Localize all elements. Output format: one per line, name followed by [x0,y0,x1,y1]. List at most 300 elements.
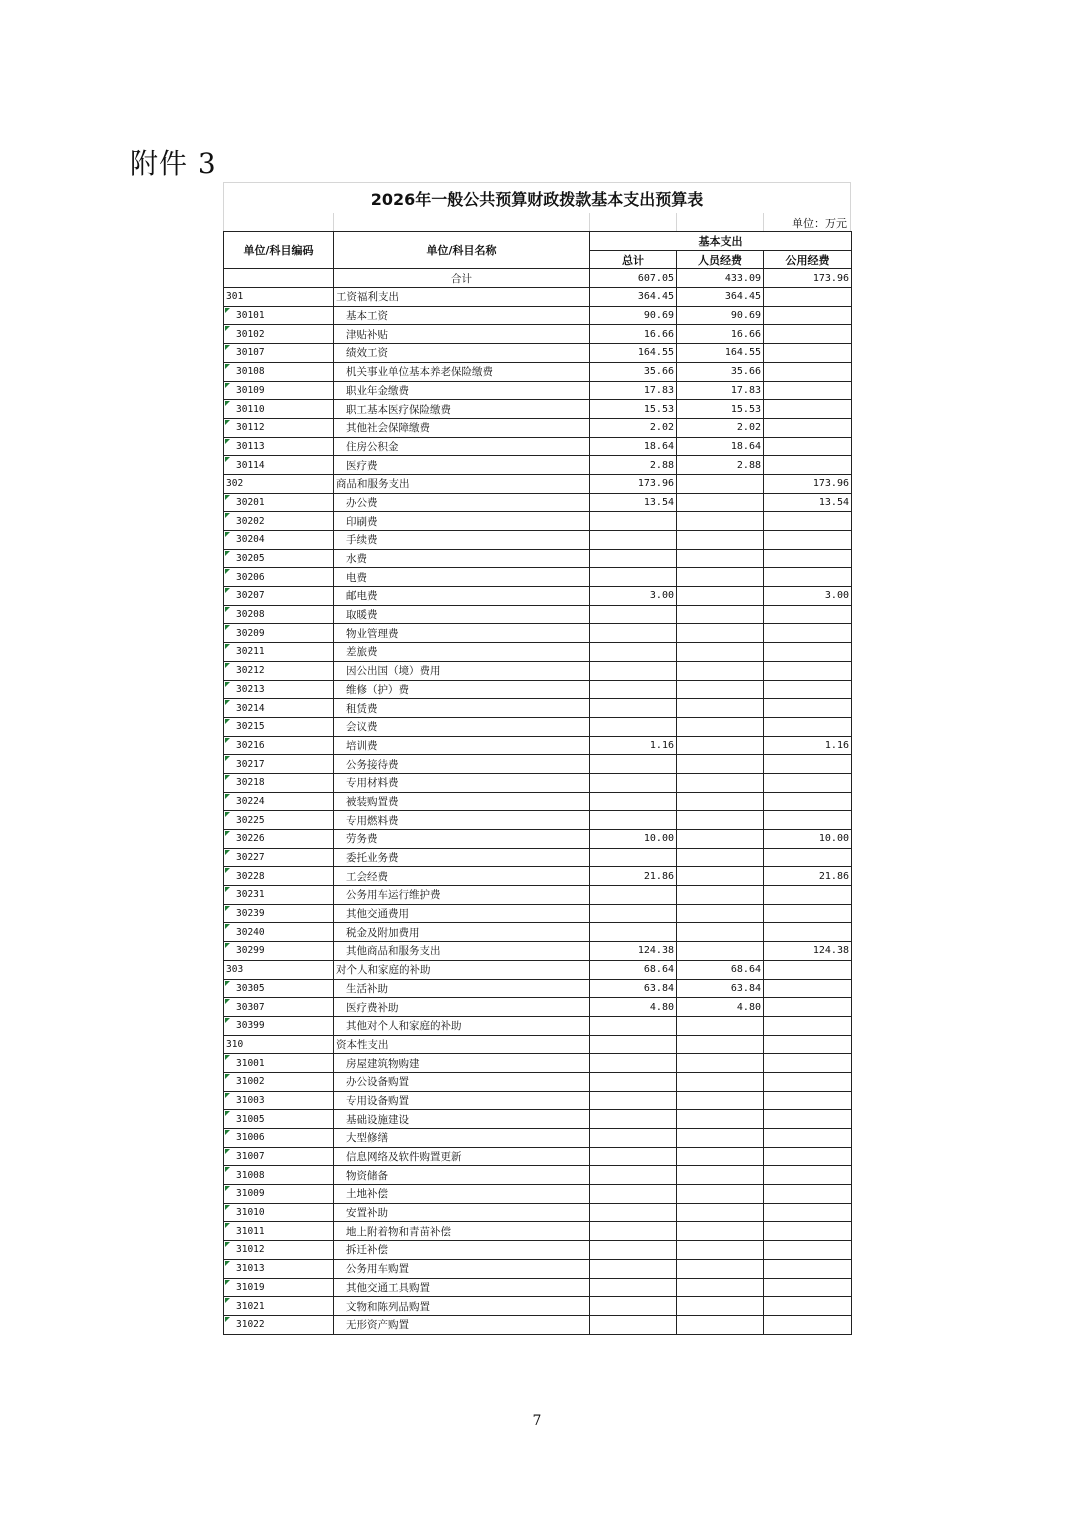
public-cell [764,773,852,792]
personnel-cell: 4.80 [677,998,764,1017]
public-cell [764,1054,852,1073]
personnel-cell [677,1185,764,1204]
table-row [224,1072,852,1091]
name-cell: 邮电费 [334,587,590,606]
personnel-cell [677,811,764,830]
table-row [224,811,852,830]
total-cell: 1.16 [590,736,677,755]
personnel-cell [677,1129,764,1148]
total-cell: 90.69 [590,306,677,325]
code-cell: 31008 [224,1166,334,1185]
total-cell [590,1278,677,1297]
table-row [224,456,852,475]
public-cell [764,456,852,475]
total-cell: 2.02 [590,418,677,437]
attachment-label: 附件 3 [130,147,217,180]
public-cell [764,1297,852,1316]
table-row [224,848,852,867]
header-row-1 [224,232,852,251]
total-cell [590,1016,677,1035]
table-row [224,587,852,606]
table-row [224,624,852,643]
name-cell: 无形资产购置 [334,1315,590,1334]
header-total: 总计 [590,250,677,269]
code-cell: 31019 [224,1278,334,1297]
personnel-cell: 17.83 [677,381,764,400]
total-cell [590,1297,677,1316]
public-cell [764,437,852,456]
name-cell: 地上附着物和青苗补偿 [334,1222,590,1241]
code-cell: 30101 [224,306,334,325]
total-cell [590,773,677,792]
personnel-cell [677,792,764,811]
table-row [224,605,852,624]
table-row [224,269,852,288]
table-row [224,493,852,512]
table-row [224,942,852,961]
name-cell: 公务用车运行维护费 [334,886,590,905]
public-cell [764,792,852,811]
name-cell: 大型修缮 [334,1129,590,1148]
table-row [224,568,852,587]
table-row [224,512,852,531]
name-cell: 医疗费 [334,456,590,475]
table-row [224,867,852,886]
code-cell: 30215 [224,717,334,736]
public-cell: 1.16 [764,736,852,755]
name-cell: 电费 [334,568,590,587]
table-row [224,1035,852,1054]
public-cell [764,1185,852,1204]
code-cell: 30102 [224,325,334,344]
personnel-cell [677,699,764,718]
table-row [224,1185,852,1204]
table-row [224,1315,852,1334]
name-cell: 其他商品和服务支出 [334,942,590,961]
personnel-cell [677,1110,764,1129]
name-cell: 商品和服务支出 [334,474,590,493]
code-cell: 30206 [224,568,334,587]
unit-label: 单位：万元 [792,217,847,230]
name-cell: 其他交通工具购置 [334,1278,590,1297]
total-cell [590,1241,677,1260]
table-row [224,661,852,680]
code-cell: 30204 [224,531,334,550]
name-cell: 土地补偿 [334,1185,590,1204]
name-cell: 培训费 [334,736,590,755]
code-cell: 30231 [224,886,334,905]
table-row [224,643,852,662]
total-cell [590,512,677,531]
table-row [224,1129,852,1148]
code-cell: 31009 [224,1185,334,1204]
code-cell: 30208 [224,605,334,624]
public-cell [764,306,852,325]
code-cell: 31006 [224,1129,334,1148]
table-row [224,381,852,400]
public-cell [764,979,852,998]
table-row [224,717,852,736]
table-row [224,418,852,437]
public-cell [764,848,852,867]
personnel-cell [677,1241,764,1260]
total-cell [590,1072,677,1091]
name-cell: 生活补助 [334,979,590,998]
total-cell [590,1147,677,1166]
total-cell [590,1091,677,1110]
total-cell: 16.66 [590,325,677,344]
table-row [224,773,852,792]
budget-table-sheet [223,182,851,1335]
budget-table [223,231,852,1335]
name-cell: 办公设备购置 [334,1072,590,1091]
personnel-cell [677,605,764,624]
header-name: 单位/科目名称 [334,232,590,269]
total-cell: 124.38 [590,942,677,961]
personnel-cell [677,531,764,550]
personnel-cell [677,886,764,905]
code-cell: 30213 [224,680,334,699]
total-cell [590,904,677,923]
table-row [224,306,852,325]
personnel-cell: 90.69 [677,306,764,325]
public-cell [764,418,852,437]
table-row [224,960,852,979]
public-cell [764,811,852,830]
public-cell [764,400,852,419]
personnel-cell [677,1054,764,1073]
public-cell [764,1241,852,1260]
public-cell [764,568,852,587]
table-row [224,1259,852,1278]
total-cell [590,1054,677,1073]
table-row [224,736,852,755]
personnel-cell [677,755,764,774]
total-cell [590,699,677,718]
personnel-cell [677,1016,764,1035]
name-cell: 职工基本医疗保险缴费 [334,400,590,419]
personnel-cell: 16.66 [677,325,764,344]
table-row [224,680,852,699]
public-cell [764,923,852,942]
code-cell: 31022 [224,1315,334,1334]
total-cell: 17.83 [590,381,677,400]
name-cell: 劳务费 [334,830,590,849]
name-cell: 信息网络及软件购置更新 [334,1147,590,1166]
code-cell: 31010 [224,1203,334,1222]
total-cell: 164.55 [590,344,677,363]
public-cell [764,886,852,905]
table-row [224,792,852,811]
total-cell [590,1129,677,1148]
personnel-cell [677,830,764,849]
table-row [224,998,852,1017]
total-cell [590,549,677,568]
page-number: 7 [532,1413,542,1429]
personnel-cell [677,904,764,923]
total-cell [590,1259,677,1278]
total-cell [590,624,677,643]
code-cell: 30399 [224,1016,334,1035]
public-cell [764,1072,852,1091]
table-row [224,979,852,998]
code-cell: 31012 [224,1241,334,1260]
name-cell: 对个人和家庭的补助 [334,960,590,979]
name-cell: 公务接待费 [334,755,590,774]
personnel-cell: 18.64 [677,437,764,456]
public-cell: 13.54 [764,493,852,512]
public-cell [764,531,852,550]
table-row [224,1166,852,1185]
total-cell: 4.80 [590,998,677,1017]
code-cell: 303 [224,960,334,979]
public-cell [764,1166,852,1185]
table-row [224,1110,852,1129]
header-public: 公用经费 [764,250,852,269]
public-cell [764,960,852,979]
code-cell: 30218 [224,773,334,792]
total-cell: 364.45 [590,288,677,307]
personnel-cell [677,1091,764,1110]
public-cell [764,998,852,1017]
personnel-cell [677,474,764,493]
public-cell [764,680,852,699]
unit-row [223,213,851,231]
total-cell [590,717,677,736]
name-cell: 其他交通费用 [334,904,590,923]
table-row [224,1147,852,1166]
name-cell: 专用燃料费 [334,811,590,830]
table-row [224,1241,852,1260]
public-cell [764,904,852,923]
public-cell [764,1278,852,1297]
code-cell: 30239 [224,904,334,923]
total-cell [590,568,677,587]
total-cell [590,531,677,550]
personnel-cell [677,1222,764,1241]
name-cell: 因公出国（境）费用 [334,661,590,680]
public-cell [764,1259,852,1278]
code-cell: 30299 [224,942,334,961]
table-row [224,1203,852,1222]
name-cell: 工会经费 [334,867,590,886]
total-cell [590,1110,677,1129]
code-cell: 30212 [224,661,334,680]
name-cell: 资本性支出 [334,1035,590,1054]
total-cell: 68.64 [590,960,677,979]
personnel-cell [677,493,764,512]
header-basic-expenditure: 基本支出 [590,232,852,251]
code-cell: 30205 [224,549,334,568]
personnel-cell [677,736,764,755]
public-cell [764,605,852,624]
name-cell: 津贴补贴 [334,325,590,344]
total-cell: 10.00 [590,830,677,849]
table-row [224,400,852,419]
table-body [224,269,852,1334]
code-cell: 30227 [224,848,334,867]
code-cell: 30214 [224,699,334,718]
name-cell: 公务用车购置 [334,1259,590,1278]
personnel-cell: 164.55 [677,344,764,363]
personnel-cell: 63.84 [677,979,764,998]
name-cell: 机关事业单位基本养老保险缴费 [334,362,590,381]
personnel-cell: 68.64 [677,960,764,979]
public-cell [764,661,852,680]
total-cell [590,811,677,830]
personnel-cell [677,773,764,792]
public-cell [764,717,852,736]
name-cell: 印刷费 [334,512,590,531]
name-cell: 职业年金缴费 [334,381,590,400]
code-cell: 310 [224,1035,334,1054]
total-cell [590,661,677,680]
code-cell: 31011 [224,1222,334,1241]
public-cell: 21.86 [764,867,852,886]
public-cell [764,1016,852,1035]
name-cell: 办公费 [334,493,590,512]
public-cell [764,344,852,363]
name-cell: 税金及附加费用 [334,923,590,942]
code-cell: 30307 [224,998,334,1017]
table-row [224,1278,852,1297]
code-cell: 30225 [224,811,334,830]
total-cell: 173.96 [590,474,677,493]
code-cell: 30114 [224,456,334,475]
name-cell: 工资福利支出 [334,288,590,307]
total-cell: 13.54 [590,493,677,512]
public-cell [764,512,852,531]
table-row [224,1222,852,1241]
table-row [224,362,852,381]
name-cell: 物业管理费 [334,624,590,643]
table-row [224,1297,852,1316]
code-cell: 30109 [224,381,334,400]
table-row [224,886,852,905]
total-cell [590,1035,677,1054]
public-cell [764,1129,852,1148]
name-cell: 房屋建筑物购建 [334,1054,590,1073]
name-cell: 取暖费 [334,605,590,624]
public-cell [764,1035,852,1054]
code-cell: 30240 [224,923,334,942]
code-cell: 31002 [224,1072,334,1091]
table-row [224,549,852,568]
name-cell: 手续费 [334,531,590,550]
table-row [224,1054,852,1073]
personnel-cell [677,624,764,643]
public-cell [764,1091,852,1110]
personnel-cell: 35.66 [677,362,764,381]
code-cell: 30228 [224,867,334,886]
public-cell [764,1203,852,1222]
name-cell: 被装购置费 [334,792,590,811]
code-cell: 30211 [224,643,334,662]
public-cell [764,1110,852,1129]
code-cell: 31001 [224,1054,334,1073]
total-cell: 3.00 [590,587,677,606]
code-cell: 31003 [224,1091,334,1110]
public-cell [764,755,852,774]
total-cell [590,1222,677,1241]
personnel-cell: 2.02 [677,418,764,437]
personnel-cell [677,1315,764,1334]
name-cell: 物资储备 [334,1166,590,1185]
total-cell [590,680,677,699]
name-cell: 绩效工资 [334,344,590,363]
personnel-cell [677,661,764,680]
public-cell [764,381,852,400]
table-row [224,325,852,344]
name-cell: 其他社会保障缴费 [334,418,590,437]
public-cell: 173.96 [764,474,852,493]
code-cell: 30108 [224,362,334,381]
personnel-cell [677,923,764,942]
name-cell: 专用材料费 [334,773,590,792]
public-cell [764,1147,852,1166]
name-cell: 基础设施建设 [334,1110,590,1129]
table-title: 2026年一般公共预算财政拨款基本支出预算表 [223,182,851,213]
personnel-cell: 364.45 [677,288,764,307]
table-row [224,923,852,942]
code-cell: 31007 [224,1147,334,1166]
total-cell [590,1315,677,1334]
total-cell [590,792,677,811]
personnel-cell: 433.09 [677,269,764,288]
name-cell: 会议费 [334,717,590,736]
name-cell: 维修（护）费 [334,680,590,699]
personnel-cell [677,942,764,961]
total-cell: 18.64 [590,437,677,456]
table-row [224,755,852,774]
total-cell: 2.88 [590,456,677,475]
code-cell: 302 [224,474,334,493]
name-cell: 水费 [334,549,590,568]
public-cell [764,1222,852,1241]
code-cell: 30216 [224,736,334,755]
code-cell [224,269,334,288]
code-cell: 31013 [224,1259,334,1278]
public-cell [764,699,852,718]
table-row [224,437,852,456]
personnel-cell [677,867,764,886]
total-cell: 35.66 [590,362,677,381]
total-cell [590,886,677,905]
personnel-cell [677,643,764,662]
public-cell: 3.00 [764,587,852,606]
personnel-cell: 15.53 [677,400,764,419]
table-row [224,1016,852,1035]
table-row [224,531,852,550]
personnel-cell [677,717,764,736]
name-cell: 差旅费 [334,643,590,662]
public-cell [764,624,852,643]
code-cell: 30201 [224,493,334,512]
table-row [224,904,852,923]
total-cell: 15.53 [590,400,677,419]
total-cell [590,923,677,942]
name-cell: 委托业务费 [334,848,590,867]
total-cell [590,848,677,867]
total-cell: 21.86 [590,867,677,886]
total-cell [590,1185,677,1204]
table-row [224,288,852,307]
code-cell: 30217 [224,755,334,774]
public-cell [764,549,852,568]
public-cell [764,362,852,381]
personnel-cell: 2.88 [677,456,764,475]
code-cell: 31005 [224,1110,334,1129]
